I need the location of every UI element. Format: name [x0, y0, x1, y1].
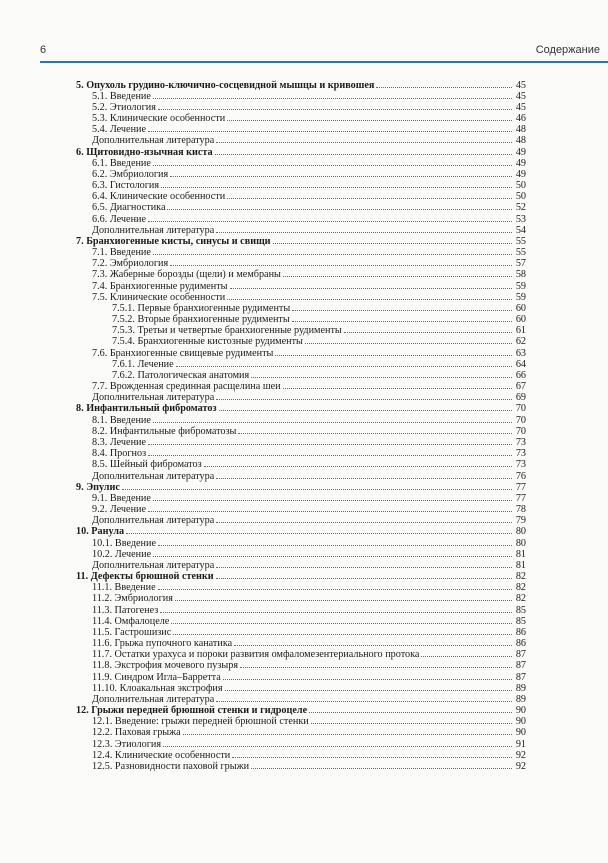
dot-leader — [292, 320, 512, 322]
toc-entry-label: 6.1. Введение — [92, 157, 151, 169]
toc-entry-row — [76, 660, 526, 671]
dot-leader — [148, 454, 512, 456]
dot-leader — [158, 108, 512, 110]
toc-entry-label: 5.4. Лечение — [92, 124, 147, 136]
dot-leader — [126, 532, 512, 534]
dot-leader — [230, 287, 512, 289]
toc-entry-label: 11.4. Омфалоцеле — [92, 615, 170, 627]
toc-entry-label: 12.4. Клинические особенности — [92, 749, 231, 761]
dot-leader — [311, 722, 512, 724]
dot-leader — [148, 510, 512, 512]
toc-entry-row — [76, 292, 526, 303]
toc-page-number: 63 — [515, 347, 526, 359]
toc-page-number: 66 — [515, 369, 526, 381]
toc-entry-row — [76, 459, 526, 470]
toc-entry-row — [76, 247, 526, 258]
dot-leader — [171, 622, 512, 624]
toc-page-number: 49 — [515, 146, 526, 158]
toc-entry-row — [76, 202, 526, 213]
dot-leader — [376, 86, 512, 88]
dot-leader — [283, 387, 512, 389]
toc-entry-row — [76, 493, 526, 504]
dot-leader — [216, 700, 512, 702]
toc-entry-row — [76, 348, 526, 359]
dot-leader — [232, 756, 512, 758]
dot-leader — [163, 745, 512, 747]
toc-chapter-row — [76, 147, 526, 158]
toc-entry-row — [76, 102, 526, 113]
toc-entry-row — [76, 727, 526, 738]
toc-entry-label: 10.2. Лечение — [92, 548, 152, 560]
dot-leader — [238, 432, 512, 434]
toc-page-number: 49 — [515, 168, 526, 180]
dot-leader — [283, 275, 512, 277]
toc-page-number: 85 — [515, 604, 526, 616]
table-of-contents — [76, 80, 526, 773]
dot-leader — [173, 633, 512, 635]
dot-leader — [204, 465, 512, 467]
toc-entry-row — [76, 258, 526, 269]
toc-entry-label: Дополнительная литература — [92, 392, 215, 404]
toc-page-number: 81 — [515, 548, 526, 560]
toc-page-number: 77 — [515, 492, 526, 504]
dot-leader — [170, 264, 512, 266]
dot-leader — [227, 197, 512, 199]
toc-page-number: 85 — [515, 615, 526, 627]
toc-entry-row — [76, 281, 526, 292]
toc-entry-row — [76, 135, 526, 146]
toc-page-number: 60 — [515, 302, 526, 314]
toc-entry-label: 12.3. Этиология — [92, 738, 162, 750]
toc-entry-label: Дополнительная литература — [92, 559, 215, 571]
toc-entry-row — [76, 716, 526, 727]
dot-leader — [216, 521, 512, 523]
toc-entry-row — [76, 549, 526, 560]
dot-leader — [305, 342, 512, 344]
dot-leader — [158, 544, 512, 546]
toc-entry-row — [76, 471, 526, 482]
toc-page-number: 78 — [515, 504, 526, 516]
toc-entry-row — [76, 191, 526, 202]
toc-page-number: 82 — [515, 571, 526, 583]
dot-leader — [153, 164, 512, 166]
dot-leader — [216, 141, 512, 143]
page-number: 6 — [40, 44, 47, 56]
toc-entry-row — [76, 336, 526, 347]
toc-entry-label: 6. Щитовидно-язычная киста — [76, 146, 213, 158]
dot-leader — [223, 678, 512, 680]
toc-entry-label: 7.5.3. Третьи и четвертые бранхиогенные рудименты — [112, 325, 342, 337]
dot-leader — [227, 119, 512, 121]
toc-entry-label: 6.3. Гистология — [92, 180, 160, 192]
toc-entry-label: 7. Бранхиогенные кисты, синусы и свищи — [76, 235, 271, 247]
toc-entry-label: 5.1. Введение — [92, 90, 151, 102]
page-header — [0, 40, 608, 62]
toc-page-number: 45 — [515, 101, 526, 113]
toc-entry-row — [76, 582, 526, 593]
toc-page-number: 59 — [515, 280, 526, 292]
toc-entry-row — [76, 672, 526, 683]
toc-entry-row — [76, 180, 526, 191]
toc-page-number: 69 — [515, 392, 526, 404]
toc-page-number: 91 — [515, 738, 526, 750]
dot-leader — [158, 588, 512, 590]
toc-page-number: 89 — [515, 682, 526, 694]
toc-entry-label: 11.6. Грыжа пупочного канатика — [92, 638, 233, 650]
toc-entry-row — [76, 448, 526, 459]
toc-entry-row — [76, 314, 526, 325]
toc-entry-label: 8.3. Лечение — [92, 437, 147, 448]
toc-page-number: 59 — [515, 291, 526, 303]
dot-leader — [275, 354, 512, 356]
toc-entry-label: 11.10. Клоакальная экстрофия — [92, 682, 223, 694]
toc-page-number: 55 — [515, 247, 526, 259]
toc-page-number: 45 — [515, 79, 526, 91]
toc-entry-row — [76, 515, 526, 526]
dot-leader — [176, 365, 512, 367]
toc-page-number: 54 — [515, 224, 526, 236]
toc-entry-label: 7.6.1. Лечение — [112, 358, 174, 370]
toc-entry-label: 10.1. Введение — [92, 537, 156, 549]
toc-entry-row — [76, 392, 526, 403]
toc-entry-label: 6.6. Лечение — [92, 213, 147, 225]
toc-entry-row — [76, 370, 526, 381]
toc-page-number: 77 — [515, 481, 526, 493]
toc-page-number: 67 — [515, 381, 526, 393]
toc-entry-label: 11.5. Гастрошизис — [92, 626, 172, 638]
toc-entry-label: 10. Ранула — [76, 526, 125, 538]
dot-leader — [292, 309, 512, 311]
toc-entry-label: 7.3. Жаберные борозды (щели) и мембраны — [92, 269, 281, 281]
toc-page-number: 92 — [515, 749, 526, 761]
toc-page-number: 61 — [515, 325, 526, 337]
toc-page-number: 80 — [515, 526, 526, 538]
toc-entry-label: 7.6. Бранхиогенные свищевые рудименты — [92, 347, 274, 359]
dot-leader — [175, 599, 512, 601]
toc-page-number: 50 — [515, 191, 526, 203]
dot-leader — [183, 733, 512, 735]
dot-leader — [216, 231, 512, 233]
toc-page-number: 45 — [515, 90, 526, 102]
toc-page-number: 73 — [515, 448, 526, 460]
toc-entry-row — [76, 381, 526, 392]
toc-entry-label: 8.1. Введение — [92, 414, 151, 426]
toc-entry-row — [76, 739, 526, 750]
toc-entry-label: 12. Грыжи передней брюшной стенки и гидроцеле — [76, 705, 308, 717]
toc-entry-row — [76, 113, 526, 124]
toc-entry-label: 11. Дефекты брюшной стенки — [76, 571, 214, 583]
toc-chapter-row — [76, 571, 526, 582]
toc-page-number: 92 — [515, 760, 526, 772]
toc-entry-row — [76, 761, 526, 772]
toc-entry-label: 6.2. Эмбриология — [92, 168, 169, 180]
toc-entry-label: 9.2. Лечение — [92, 504, 147, 516]
dot-leader — [227, 298, 512, 300]
toc-chapter-row — [76, 482, 526, 493]
toc-page-number: 82 — [515, 593, 526, 605]
toc-page-number: 58 — [515, 269, 526, 281]
toc-chapter-row — [76, 236, 526, 247]
toc-page-number: 79 — [515, 515, 526, 527]
toc-entry-label: 7.5. Клинические особенности — [92, 291, 226, 303]
toc-entry-row — [76, 124, 526, 135]
toc-entry-label: 7.5.1. Первые бранхиогенные рудименты — [112, 302, 291, 314]
dot-leader — [225, 689, 512, 691]
toc-entry-label: 7.6.2. Патологическая анатомия — [112, 369, 250, 381]
toc-entry-row — [76, 605, 526, 616]
toc-page-number: 86 — [515, 638, 526, 650]
toc-page-number: 57 — [515, 258, 526, 270]
toc-page-number: 49 — [515, 157, 526, 169]
dot-leader — [216, 477, 512, 479]
dot-leader — [234, 644, 512, 646]
dot-leader — [251, 767, 512, 769]
toc-entry-row — [76, 638, 526, 649]
toc-entry-label: Дополнительная литература — [92, 470, 215, 482]
toc-entry-row — [76, 593, 526, 604]
toc-page-number: 81 — [515, 559, 526, 571]
toc-entry-label: 5.3. Клинические особенности — [92, 113, 226, 125]
toc-page-number: 48 — [515, 124, 526, 136]
dot-leader — [170, 175, 512, 177]
toc-page-number: 90 — [515, 727, 526, 739]
dot-leader — [161, 186, 512, 188]
toc-entry-row — [76, 504, 526, 515]
toc-page-number: 86 — [515, 626, 526, 638]
toc-page-number: 87 — [515, 649, 526, 661]
toc-entry-row — [76, 169, 526, 180]
toc-entry-row — [76, 214, 526, 225]
dot-leader — [216, 566, 512, 568]
dot-leader — [153, 421, 512, 423]
toc-page-number: 89 — [515, 693, 526, 705]
toc-page-number: 53 — [515, 213, 526, 225]
toc-entry-label: Дополнительная литература — [92, 515, 215, 527]
toc-entry-row — [76, 325, 526, 336]
toc-entry-label: 7.1. Введение — [92, 247, 151, 259]
toc-page-number: 62 — [515, 336, 526, 348]
toc-page-number: 48 — [515, 135, 526, 147]
toc-entry-row — [76, 694, 526, 705]
dot-leader — [219, 409, 512, 411]
toc-entry-row — [76, 649, 526, 660]
dot-leader — [148, 130, 512, 132]
dot-leader — [153, 555, 512, 557]
toc-entry-label: 7.4. Бранхиогенные рудименты — [92, 280, 228, 292]
toc-page-number: 73 — [515, 459, 526, 471]
toc-entry-label: 11.1. Введение — [92, 582, 156, 594]
toc-page-number: 46 — [515, 113, 526, 125]
toc-entry-row — [76, 359, 526, 370]
toc-entry-label: 8.5. Шейный фиброматоз — [92, 459, 202, 471]
toc-entry-label: 8.4. Прогноз — [92, 448, 147, 460]
dot-leader — [309, 711, 512, 713]
toc-entry-label: 11.7. Остатки урахуса и пороки развития омфаломезентериального протока — [92, 649, 420, 661]
toc-page-number: 76 — [515, 470, 526, 482]
toc-entry-label: 5. Опухоль грудино-ключично-сосцевидной мышцы и кривошея — [76, 79, 375, 91]
toc-entry-row — [76, 560, 526, 571]
dot-leader — [148, 220, 512, 222]
toc-entry-label: 7.5.4. Бранхиогенные кистозные рудименты — [112, 336, 303, 348]
toc-chapter-row — [76, 403, 526, 414]
toc-entry-label: Дополнительная литература — [92, 224, 215, 236]
dot-leader — [251, 376, 512, 378]
dot-leader — [153, 253, 512, 255]
toc-entry-row — [76, 415, 526, 426]
toc-page-number: 90 — [515, 705, 526, 717]
toc-page-number: 87 — [515, 660, 526, 672]
toc-chapter-row — [76, 80, 526, 91]
running-title: Содержание — [535, 44, 600, 56]
toc-entry-label: 11.2. Эмбриология — [92, 593, 173, 605]
toc-entry-label: 12.1. Введение: грыжи передней брюшной стенки — [92, 716, 309, 728]
toc-entry-row — [76, 269, 526, 280]
toc-page-number: 73 — [515, 437, 526, 448]
toc-entry-row — [76, 426, 526, 437]
dot-leader — [215, 153, 512, 155]
dot-leader — [167, 208, 512, 210]
toc-page-number: 90 — [515, 716, 526, 728]
toc-entry-label: 12.5. Разновидности паховой грыжи — [92, 760, 250, 772]
toc-entry-label: 8.2. Инфантильные фиброматозы — [92, 425, 237, 437]
toc-entry-row — [76, 538, 526, 549]
toc-entry-row — [76, 616, 526, 627]
toc-page-number: 64 — [515, 358, 526, 370]
toc-entry-label: 9.1. Введение — [92, 492, 151, 504]
toc-entry-label: 8. Инфантильный фиброматоз — [76, 403, 217, 415]
toc-entry-label: 9. Эпулис — [76, 481, 120, 493]
toc-entry-row — [76, 158, 526, 169]
toc-entry-row — [76, 683, 526, 694]
toc-page-number: 80 — [515, 537, 526, 549]
toc-entry-label: 11.8. Экстрофия мочевого пузыря — [92, 660, 239, 672]
toc-entry-label: 11.3. Патогенез — [92, 604, 159, 616]
toc-entry-label: 6.4. Клинические особенности — [92, 191, 226, 203]
toc-entry-row — [76, 225, 526, 236]
dot-leader — [122, 488, 512, 490]
toc-page-number: 87 — [515, 671, 526, 683]
dot-leader — [153, 499, 512, 501]
toc-entry-label: 7.7. Врожденная срединная расщелина шеи — [92, 381, 281, 393]
toc-entry-label: Дополнительная литература — [92, 135, 215, 147]
dot-leader — [153, 97, 512, 99]
toc-entry-row — [76, 627, 526, 638]
toc-page-number: 70 — [515, 403, 526, 415]
toc-entry-label: Дополнительная литература — [92, 693, 215, 705]
toc-entry-row — [76, 437, 526, 448]
dot-leader — [240, 666, 512, 668]
dot-leader — [216, 577, 512, 579]
dot-leader — [216, 398, 512, 400]
toc-entry-row — [76, 303, 526, 314]
toc-entry-label: 7.2. Эмбриология — [92, 258, 169, 270]
toc-chapter-row — [76, 705, 526, 716]
toc-entry-label: 6.5. Диагностика — [92, 202, 166, 214]
toc-page-number: 60 — [515, 314, 526, 326]
toc-entry-row — [76, 750, 526, 761]
toc-page-number: 52 — [515, 202, 526, 214]
toc-entry-label: 5.2. Этиология — [92, 101, 156, 113]
dot-leader — [344, 331, 512, 333]
toc-page-number: 82 — [515, 582, 526, 594]
dot-leader — [421, 655, 512, 657]
dot-leader — [148, 443, 512, 445]
dot-leader — [273, 242, 512, 244]
toc-page-number: 70 — [515, 425, 526, 437]
dot-leader — [160, 611, 512, 613]
toc-page-number: 50 — [515, 180, 526, 192]
header-rule — [40, 61, 608, 63]
toc-chapter-row — [76, 526, 526, 537]
toc-entry-row — [76, 91, 526, 102]
toc-page-number: 70 — [515, 414, 526, 426]
toc-entry-label: 11.9. Синдром Игла–Барретта — [92, 671, 221, 683]
toc-entry-label: 7.5.2. Вторые бранхиогенные рудименты — [112, 314, 290, 326]
toc-page-number: 55 — [515, 235, 526, 247]
toc-entry-label: 12.2. Паховая грыжа — [92, 727, 181, 739]
